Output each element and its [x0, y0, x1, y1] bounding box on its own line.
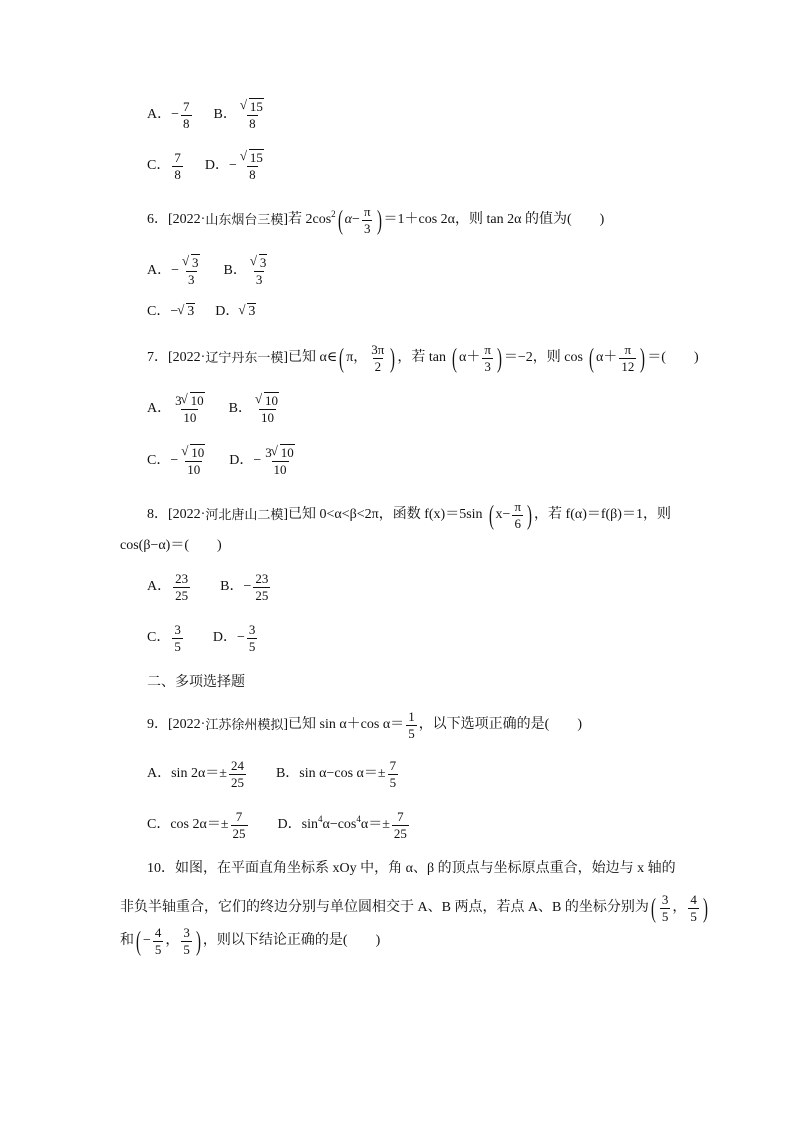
q8-stem-line2: cos(β−α)＝( ) — [120, 538, 222, 553]
q5-options-ab: A． − $\frac{7}{8}$ B． √ $\frac{15}{8}$ — [147, 100, 268, 130]
q7-options-ab: A． $\frac{3√ 10}{10}$ B． √ $\frac{10}{10}$ — [147, 394, 283, 424]
q5-options-cd: C． $\frac{7}{8}$ D． − √ $\frac{15}{8}$ — [147, 151, 268, 181]
q7-options-cd: C．− √ $\frac{10}{10}$ D．− $\frac{3√ 10}{10}$ — [147, 446, 299, 476]
q10-line2: 非负半轴重合，它们的终边分别与单位圆相交于 A、B 两点，若点 A、B 的坐标分别为 ( $\frac{3}{5}$ ， $\frac{4}{5}$ ) — [120, 892, 708, 924]
q9-stem: 9．[2022· 江苏徐州模拟 ]已知 sin α＋cos α＝ $\frac{1}{5}$ ，以下选项正确的是( ) — [147, 709, 583, 741]
section-heading: 二、多项选择题 — [147, 675, 245, 690]
q8-options-ab: A． $\frac{23}{25}$ B．− $\frac{23}{25}$ — [147, 571, 269, 603]
q6-options-ab: A．− √ $\frac{3}{3}$ B． √ $\frac{3}{3}$ — [147, 256, 271, 286]
q8-stem: 8．[2022· 河北唐山二模 ]已知 0<α<β<2π，函数 f(x)＝5sin ( x− $\frac{\pi}{6}$ ) ，若 f(α)＝f(β)＝1，则 — [147, 499, 671, 531]
q9-options-ab: A．sin 2α＝± $\frac{24}{25}$ B．sin α−cos α＝± $\frac{7}{5}$ — [147, 758, 397, 790]
q9-options-cd: C．cos 2α＝± $\frac{7}{25}$ D．sin 4 α−cos 4 α＝± $\frac{7}{25}$ — [147, 809, 407, 841]
q10-line3: 和 ( − $\frac{4}{5}$ ， $\frac{3}{5}$ ) ，则以下结论正确的是( ) — [120, 925, 381, 957]
q5-b-fraction: √ $\frac{15}{8}$ — [239, 100, 266, 130]
q5-d-fraction: √ $\frac{15}{8}$ — [239, 151, 266, 181]
q5-a-fraction: $\frac{7}{8}$ — [183, 99, 190, 131]
q8-options-cd: C． $\frac{3}{5}$ D．− $\frac{3}{5}$ — [147, 622, 256, 654]
q6-stem: 6．[2022· 山东烟台三模 ]若 2cos 2 ( α − $\frac{\pi}{3}$ ) ＝1＋cos 2α，则 tan 2α 的值为( ) — [147, 204, 605, 236]
q6-options-cd: C．− √ 3 D． √ 3 — [147, 305, 256, 319]
q10-line1: 10．如图，在平面直角坐标系 xOy 中，角 α、β 的顶点与坐标原点重合，始边与 x 轴的 — [147, 861, 676, 876]
q7-stem: 7．[2022· 辽宁丹东一模 ]已知 α∈ ( π， $\frac{3\pi}{2}$ ) ，若 tan ( α＋ $\frac{\pi}{3}$ ) ＝−2，则 cos ( α＋ $\frac{\pi}{12}$ ) ＝( ) — [147, 342, 699, 374]
q5-c-fraction: $\frac{7}{8}$ — [174, 150, 181, 182]
